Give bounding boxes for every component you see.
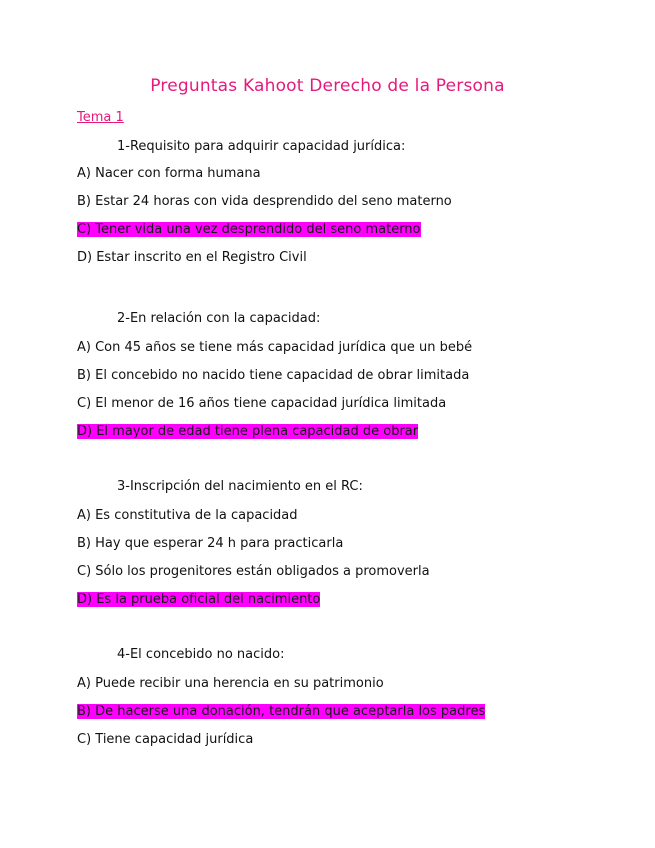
correct-answer-option [77,221,421,239]
answer-text: C) Sólo los progenitores están obligados a promoverla [77,564,430,579]
document-title: Preguntas Kahoot Derecho de la Persona [150,76,505,96]
correct-answer-option [77,703,485,721]
answer-text: A) Nacer con forma humana [77,166,261,181]
answer-option [77,165,261,183]
answer-text: C) El menor de 16 años tiene capacidad jurídica limitada [77,396,447,411]
question-prompt: 3-Inscripción del nacimiento en el RC: [117,479,363,494]
answer-option [77,249,307,267]
answer-option [77,367,469,385]
question-prompt: 2-En relación con la capacidad: [117,311,321,326]
answer-option [77,731,253,749]
answer-option [77,193,452,211]
answer-option [77,395,446,413]
answer-text: C) Tiene capacidad jurídica [77,732,254,747]
answer-option [77,675,384,693]
answer-text: B) El concebido no nacido tiene capacidad de obrar limitada [77,368,470,383]
answer-text: D) Estar inscrito en el Registro Civil [77,250,307,265]
answer-text: A) Puede recibir una herencia en su patrimonio [77,676,384,691]
section-heading: Tema 1 [77,110,124,125]
answer-option [77,507,298,525]
answer-text-highlighted: D) Es la prueba oficial del nacimiento [77,592,321,607]
answer-text: A) Es constitutiva de la capacidad [77,508,298,523]
correct-answer-option [77,423,418,441]
answer-text-highlighted: B) De hacerse una donación, tendrán que aceptarla los padres [77,704,486,719]
answer-option [77,535,343,553]
answer-text: A) Con 45 años se tiene más capacidad jurídica que un bebé [77,340,473,355]
answer-text-highlighted: D) El mayor de edad tiene plena capacidad de obrar [77,424,419,439]
answer-option [77,563,430,581]
answer-text-highlighted: C) Tener vida una vez desprendido del seno materno [77,222,421,237]
correct-answer-option [77,591,320,609]
question-prompt: 1-Requisito para adquirir capacidad jurídica: [117,139,406,154]
question-prompt: 4-El concebido no nacido: [117,647,285,662]
answer-option [77,339,472,357]
answer-text: B) Estar 24 horas con vida desprendido del seno materno [77,194,452,209]
answer-text: B) Hay que esperar 24 h para practicarla [77,536,344,551]
